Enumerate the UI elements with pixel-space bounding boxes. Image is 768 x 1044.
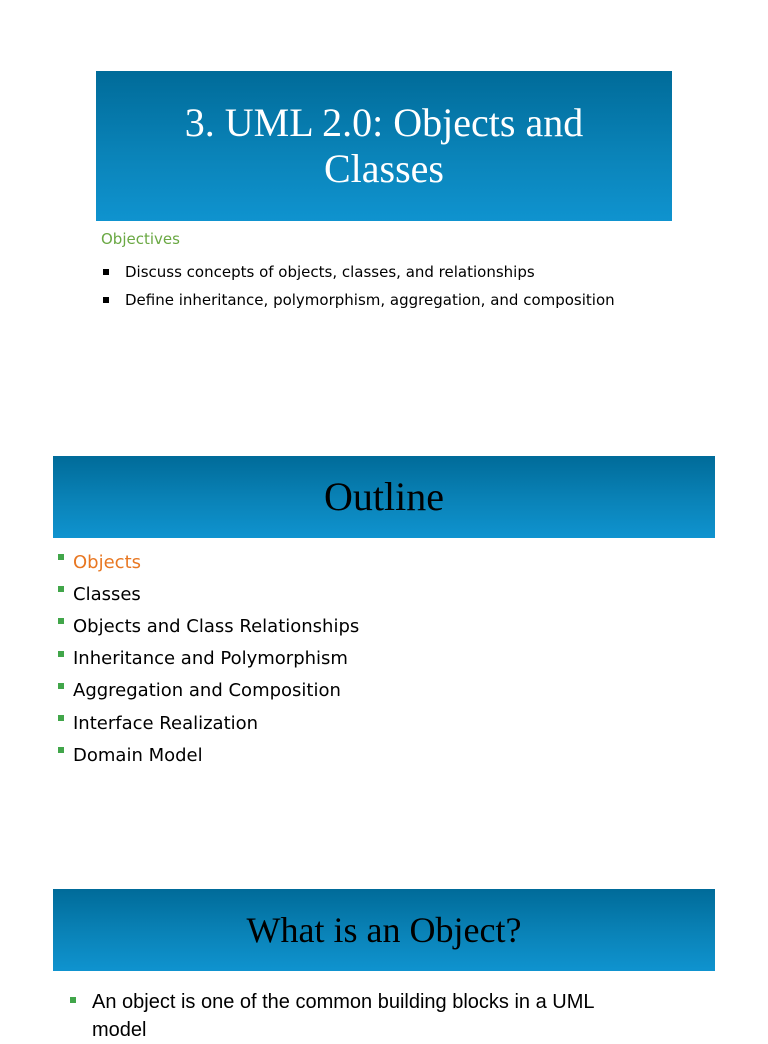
outline-item-objects: [58, 546, 359, 578]
slide1-title-banner: [96, 71, 672, 221]
outline-item-label: Interface Realization: [73, 712, 259, 734]
object-bullet-item: [70, 988, 632, 1044]
outline-item-aggregation: [58, 675, 359, 707]
outline-list: [58, 546, 359, 771]
square-bullet-icon: [58, 618, 64, 624]
outline-item-relationships: [58, 610, 359, 642]
slide1-title: 3. UML 2.0: Objects and Classes: [184, 100, 584, 191]
outline-item-label: Classes: [73, 583, 141, 605]
square-bullet-icon: [103, 269, 109, 275]
objectives-list: [101, 258, 615, 314]
outline-item-classes: [58, 578, 359, 610]
square-bullet-icon: [58, 683, 64, 689]
object-bullet-text: An object is one of the common building blocks in a UML model: [92, 991, 594, 1041]
outline-item-label: Aggregation and Composition: [73, 680, 341, 702]
objectives-heading: Objectives: [101, 230, 180, 248]
object-bullet-list: [70, 988, 632, 1044]
outline-item-domain-model: [58, 739, 359, 771]
square-bullet-icon: [58, 651, 64, 657]
outline-item-label: Domain Model: [73, 744, 203, 766]
square-bullet-icon: [58, 747, 64, 753]
objective-text: Discuss concepts of objects, classes, and relationships: [125, 263, 535, 281]
outline-item-inheritance: [58, 643, 359, 675]
slide2-title: Outline: [324, 474, 444, 519]
slide3-title: What is an Object?: [246, 910, 522, 950]
outline-item-interface: [58, 707, 359, 739]
square-bullet-icon: [103, 297, 109, 303]
slide3-title-banner: [53, 889, 715, 971]
square-bullet-icon: [58, 586, 64, 592]
square-bullet-icon: [70, 997, 76, 1003]
square-bullet-icon: [58, 554, 64, 560]
objective-item: [101, 286, 615, 314]
square-bullet-icon: [58, 715, 64, 721]
objective-text: Define inheritance, polymorphism, aggregation, and composition: [125, 291, 615, 309]
objective-item: [101, 258, 615, 286]
outline-item-label: Inheritance and Polymorphism: [73, 648, 348, 670]
slide2-title-banner: [53, 456, 715, 538]
outline-item-label: Objects and Class Relationships: [73, 615, 360, 637]
outline-item-label: Objects: [73, 551, 142, 573]
